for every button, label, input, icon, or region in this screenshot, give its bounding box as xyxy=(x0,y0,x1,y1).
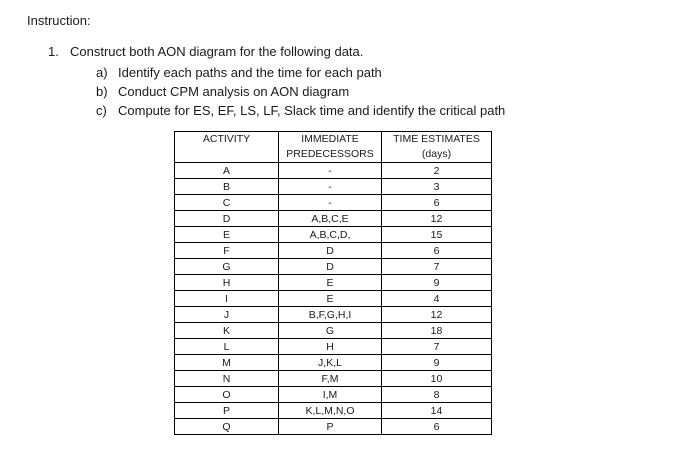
predecessors-cell: P xyxy=(279,419,382,435)
header-predecessors: IMMEDIATE PREDECESSORS xyxy=(279,132,382,163)
time-cell: 18 xyxy=(382,323,492,339)
subitem-b xyxy=(96,84,349,99)
predecessors-cell: J,K,L xyxy=(279,355,382,371)
question-text: Construct both AON diagram for the following data. xyxy=(70,44,364,59)
predecessors-cell: K,L,M,N,O xyxy=(279,403,382,419)
activity-cell: H xyxy=(175,275,279,291)
subitem-text: Identify each paths and the time for each path xyxy=(118,65,382,80)
header-activity: ACTIVITY xyxy=(175,132,279,163)
header-time-estimates: TIME ESTIMATES (days) xyxy=(382,132,492,163)
time-cell: 2 xyxy=(382,163,492,179)
predecessors-cell: F,M xyxy=(279,371,382,387)
predecessors-cell: A,B,C,E xyxy=(279,211,382,227)
predecessors-cell: - xyxy=(279,195,382,211)
table-header-row xyxy=(175,132,492,163)
table-row xyxy=(175,195,492,211)
time-cell: 3 xyxy=(382,179,492,195)
time-cell: 6 xyxy=(382,243,492,259)
activity-cell: K xyxy=(175,323,279,339)
time-cell: 15 xyxy=(382,227,492,243)
time-cell: 6 xyxy=(382,419,492,435)
activity-cell: F xyxy=(175,243,279,259)
activity-cell: A xyxy=(175,163,279,179)
activity-cell: B xyxy=(175,179,279,195)
time-cell: 8 xyxy=(382,387,492,403)
table-row xyxy=(175,387,492,403)
activity-cell: E xyxy=(175,227,279,243)
subitem-letter: a) xyxy=(96,65,108,80)
question-line xyxy=(48,44,363,59)
table-row xyxy=(175,371,492,387)
activity-cell: Q xyxy=(175,419,279,435)
table-row xyxy=(175,211,492,227)
activity-cell: G xyxy=(175,259,279,275)
predecessors-cell: D xyxy=(279,243,382,259)
predecessors-cell: E xyxy=(279,275,382,291)
time-cell: 4 xyxy=(382,291,492,307)
subitem-letter: b) xyxy=(96,84,108,99)
time-cell: 7 xyxy=(382,259,492,275)
activity-cell: C xyxy=(175,195,279,211)
activity-table xyxy=(174,131,492,435)
activity-cell: J xyxy=(175,307,279,323)
subitem-letter: c) xyxy=(96,103,107,118)
table-row xyxy=(175,403,492,419)
table-row xyxy=(175,323,492,339)
activity-cell: N xyxy=(175,371,279,387)
time-cell: 12 xyxy=(382,307,492,323)
predecessors-cell: - xyxy=(279,179,382,195)
activity-cell: L xyxy=(175,339,279,355)
activity-cell: O xyxy=(175,387,279,403)
table-row xyxy=(175,179,492,195)
subitem-text: Conduct CPM analysis on AON diagram xyxy=(118,84,350,99)
time-cell: 6 xyxy=(382,195,492,211)
table-row xyxy=(175,275,492,291)
table-row xyxy=(175,355,492,371)
predecessors-cell: A,B,C,D, xyxy=(279,227,382,243)
table-row xyxy=(175,163,492,179)
activity-cell: I xyxy=(175,291,279,307)
time-cell: 10 xyxy=(382,371,492,387)
time-cell: 7 xyxy=(382,339,492,355)
instruction-heading: Instruction: xyxy=(27,13,91,28)
subitem-a xyxy=(96,65,382,80)
predecessors-cell: - xyxy=(279,163,382,179)
table-row xyxy=(175,243,492,259)
time-cell: 14 xyxy=(382,403,492,419)
time-cell: 9 xyxy=(382,275,492,291)
table-row xyxy=(175,307,492,323)
activity-cell: D xyxy=(175,211,279,227)
predecessors-cell: E xyxy=(279,291,382,307)
table-row xyxy=(175,419,492,435)
subitem-c xyxy=(96,103,505,118)
table-row xyxy=(175,259,492,275)
predecessors-cell: B,F,G,H,I xyxy=(279,307,382,323)
activity-cell: P xyxy=(175,403,279,419)
predecessors-cell: D xyxy=(279,259,382,275)
predecessors-cell: I,M xyxy=(279,387,382,403)
activity-cell: M xyxy=(175,355,279,371)
table-row xyxy=(175,339,492,355)
table-row xyxy=(175,291,492,307)
subitem-text: Compute for ES, EF, LS, LF, Slack time and identify the critical path xyxy=(118,103,506,118)
time-cell: 12 xyxy=(382,211,492,227)
time-cell: 9 xyxy=(382,355,492,371)
table-row xyxy=(175,227,492,243)
predecessors-cell: G xyxy=(279,323,382,339)
predecessors-cell: H xyxy=(279,339,382,355)
question-number: 1. xyxy=(48,44,59,59)
